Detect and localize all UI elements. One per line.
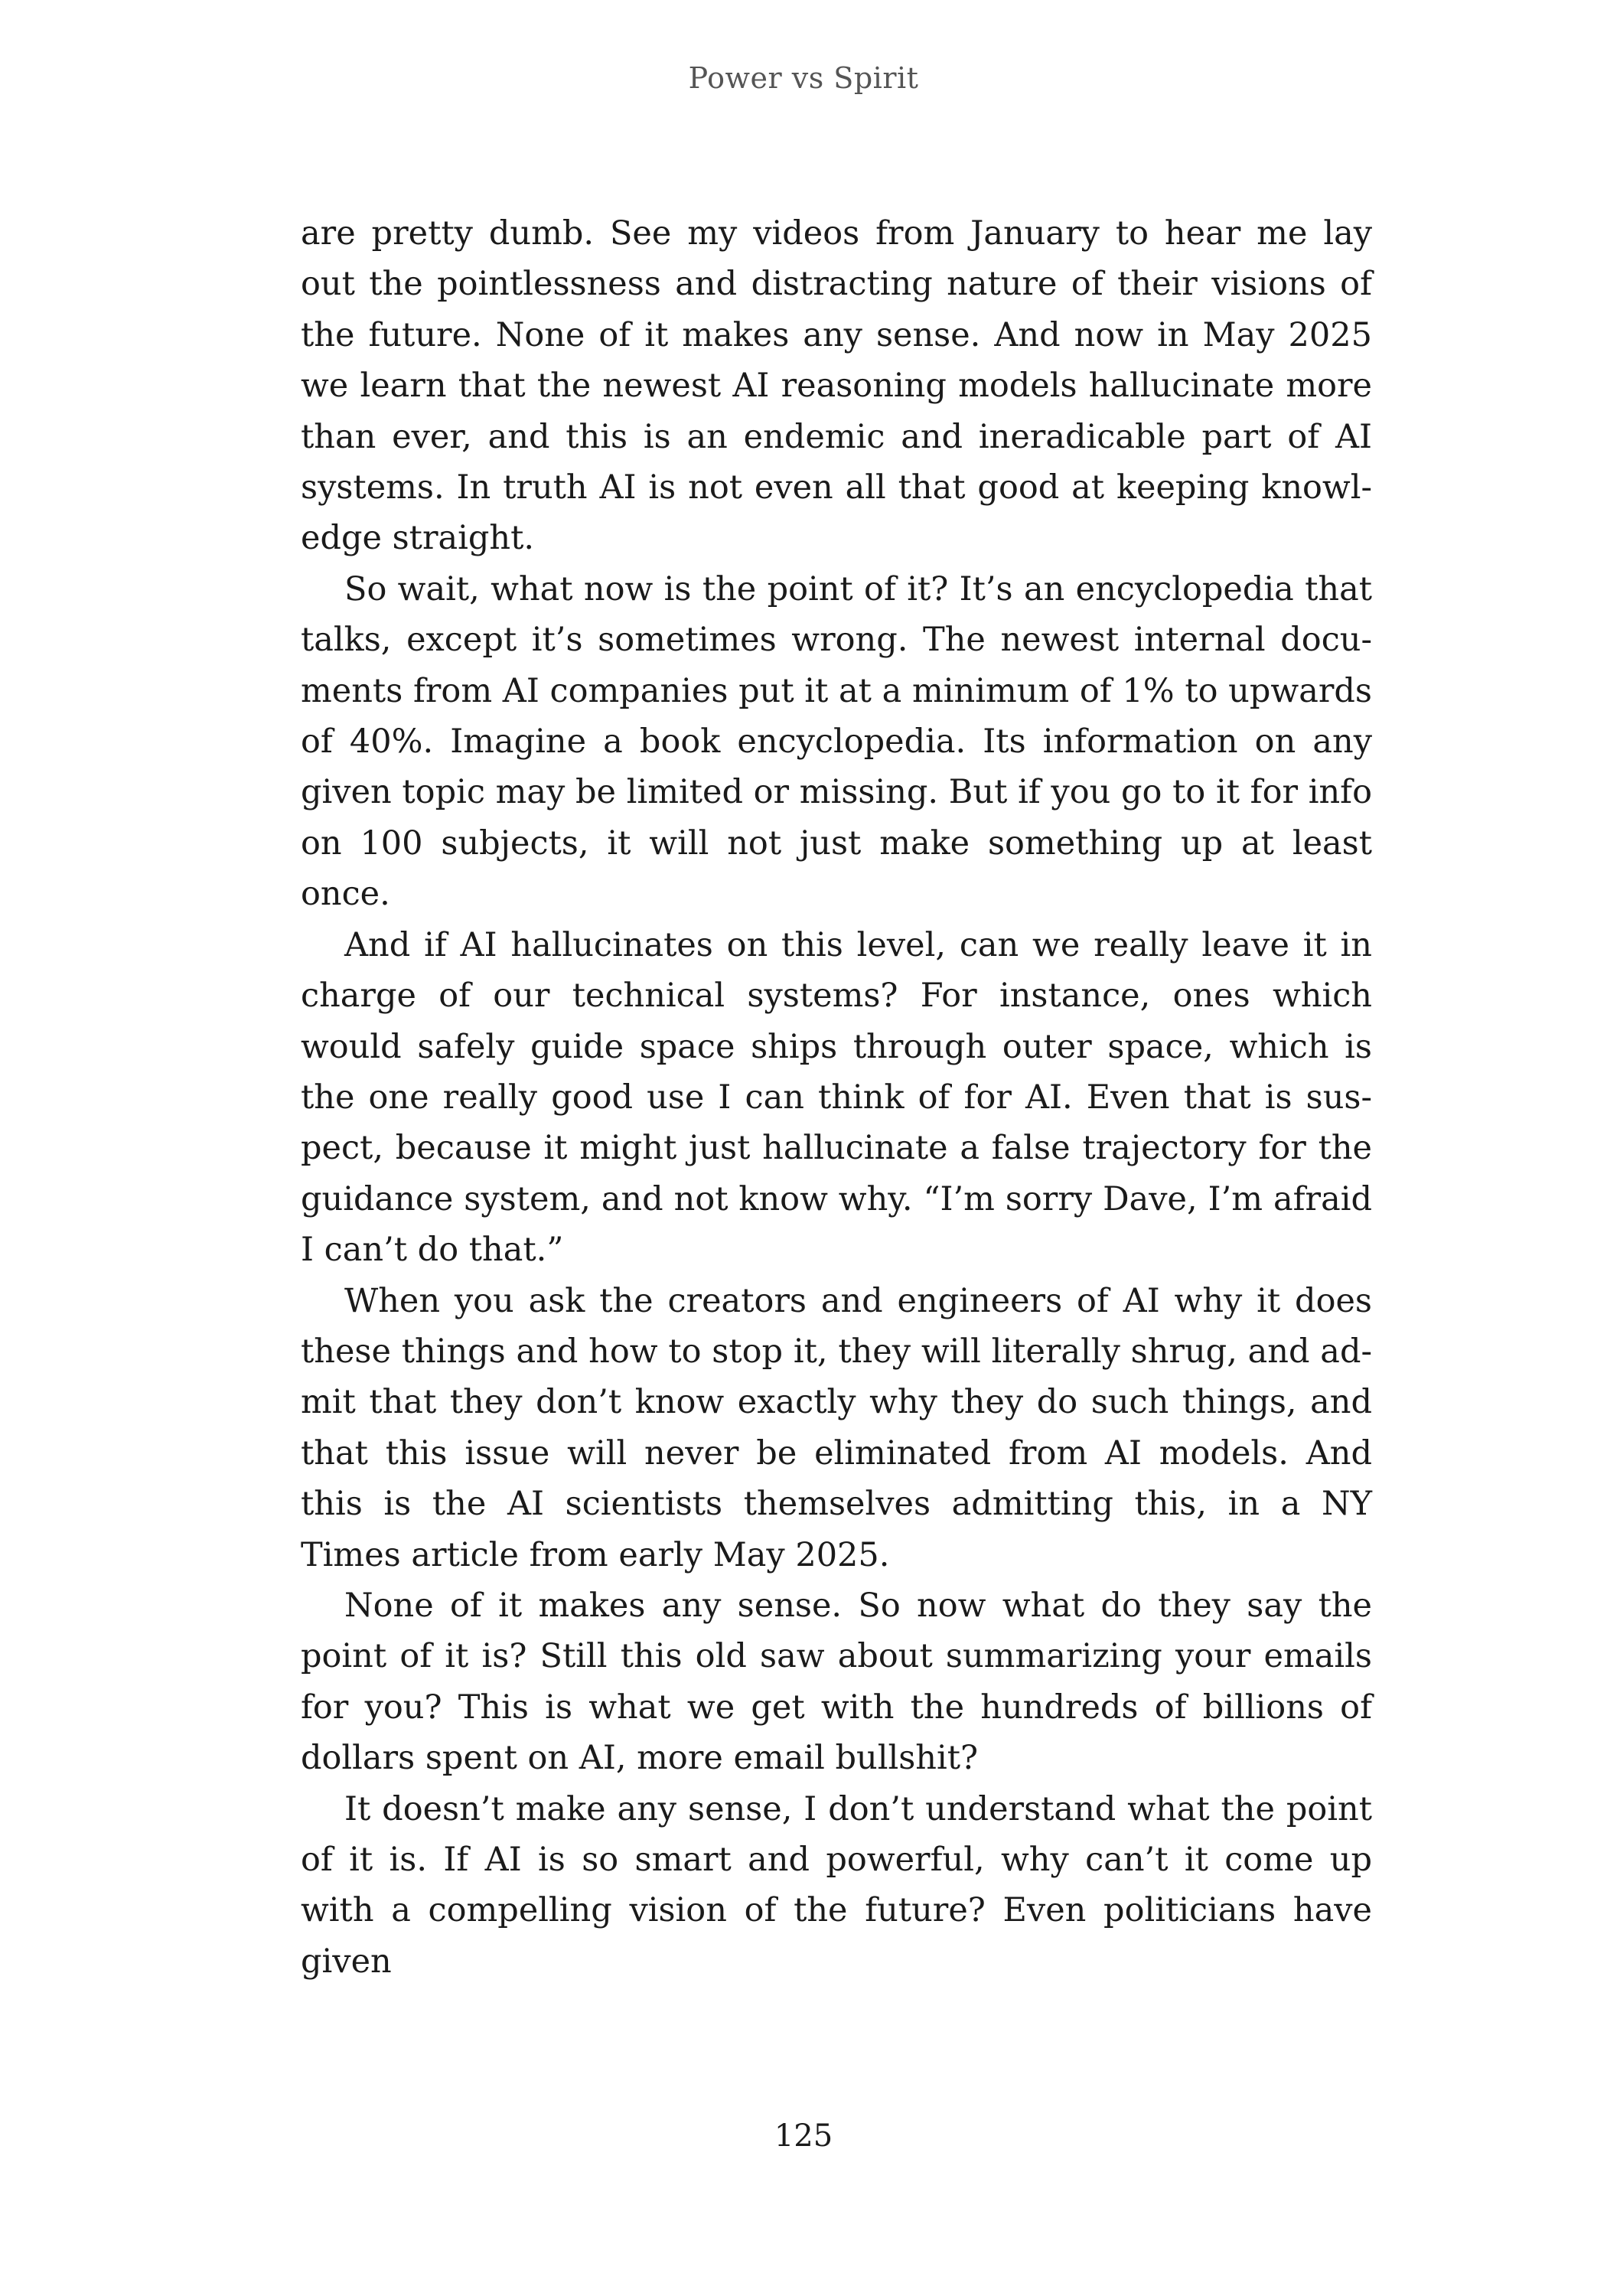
paragraph-continued: are pretty dumb. See my videos from January to hear me lay out the pointlessness and distracting nature of their visions of the future. None of it makes any sense. And now in May 2025 we learn that the newest AI reasoning models hallucinate more than ever, and this is an endemic and ineradicable part of AI systems. In truth AI is not even all that good at keeping knowledge straight.: [301, 214, 1372, 558]
paragraph: So wait, what now is the point of it? It’s an encyclopedia that talks, except it’s sometimes wrong. The newest internal documents from AI companies put it at a minimum of 1% to upwards of 40%. Imagine a book encyclopedia. Its information on any given topic may be limited or missing. But if you go to it for info on 100 subjects, it will not just make something up at least once.: [301, 569, 1372, 914]
paragraph: When you ask the creators and engineers of AI why it does these things and how to stop it, they will literally shrug, and admit that they don’t know exactly why they do such things, and that this issue will never be eliminated from AI models. And this is the AI scientists themselves admitting this, in a NY Times article from early May 2025.: [301, 1281, 1372, 1574]
page-number: 125: [774, 2118, 833, 2154]
body-text: [301, 208, 1372, 1987]
paragraph: None of it makes any sense. So now what do they say the point of it is? Still this old saw about summarizing your emails for you? This is what we get with the hundreds of billions of dollars spent on AI, more email bullshit?: [301, 1586, 1372, 1778]
paragraph: And if AI hallucinates on this level, can we really leave it in charge of our technical systems? For instance, ones which would safely guide space ships through outer space, which is the one really good use I can think of for AI. Even that is suspect, because it might just hallucinate a false trajectory for the guidance system, and not know why. “I’m sorry Dave, I’m afraid I can’t do that.”: [301, 925, 1372, 1270]
paragraph: It doesn’t make any sense, I don’t understand what the point of it is. If AI is so smart and powerful, why can’t it come up with a compelling vision of the future? Even politicians have given: [301, 1789, 1372, 1981]
running-head: Power vs Spirit: [688, 61, 919, 95]
